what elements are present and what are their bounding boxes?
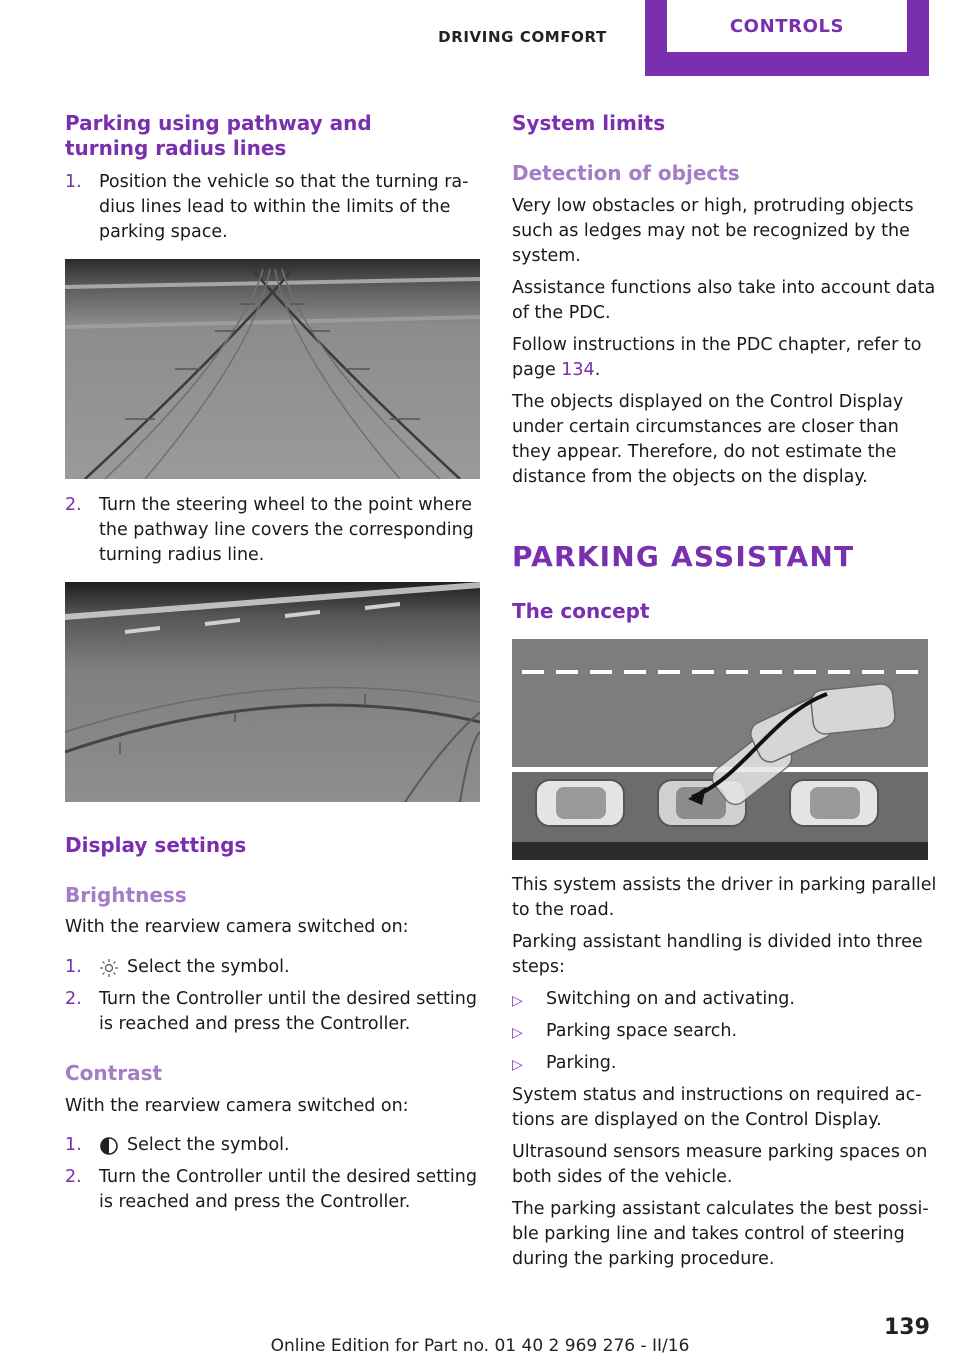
parked-car-left [536, 780, 624, 826]
footer-edition: Online Edition for Part no. 01 40 2 969 276 - II/16 [270, 1336, 690, 1356]
heading-parking-assistant: PARKING ASSISTANT [512, 540, 855, 573]
heading-display-settings: Display settings [65, 833, 247, 857]
heading-detection: Detection of objects [512, 161, 740, 185]
parking-assistant-drawing [512, 639, 928, 860]
brightness-intro: With the rearview camera switched on: [65, 917, 409, 937]
heading-pathway: Parking using pathway and turning radius lines [65, 111, 372, 160]
paragraph: The objects displayed on the Control Display under certain circumstances are closer than they appear. Therefore, do not estimate the distance from the objects on the display. [512, 392, 904, 487]
pathway-line-drawing [65, 582, 480, 802]
turning-radius-image [65, 259, 480, 479]
step-number: 2. [65, 495, 82, 515]
list-item-text: Parking. [546, 1053, 617, 1073]
paragraph: Ultrasound sensors measure parking spaces on both sides of the vehicle. [512, 1142, 928, 1187]
step-number: 1. [65, 957, 82, 977]
step-text: Select the symbol. [127, 957, 290, 977]
pathway-line-image [65, 582, 480, 802]
triangle-bullet-icon: ▷ [512, 1025, 523, 1041]
parking-assistant-image [512, 639, 928, 860]
step-text: Turn the Controller until the desired setting is reached and press the Controller. [99, 1167, 477, 1212]
page-link[interactable]: 134 [561, 360, 595, 380]
sun-icon [99, 958, 119, 986]
right-column [512, 0, 937, 1300]
paragraph: System status and instructions on required ac‐ tions are displayed on the Control Display. [512, 1085, 922, 1130]
heading-contrast: Contrast [65, 1061, 163, 1085]
chapter-tab-label: CONTROLS [667, 0, 907, 52]
paragraph: Parking assistant handling is divided into three steps: [512, 932, 923, 977]
list-item-text: Switching on and activating. [546, 989, 795, 1009]
paragraph: The parking assistant calculates the best possi‐ ble parking line and takes control of steering during the parking procedure. [512, 1199, 929, 1269]
step-text: Turn the Controller until the desired setting is reached and press the Controller. [99, 989, 477, 1034]
triangle-bullet-icon: ▷ [512, 1057, 523, 1073]
step-text: Position the vehicle so that the turning ra‐ dius lines lead to within the limits of the parking space. [99, 172, 469, 242]
step-text: Select the symbol. [127, 1135, 290, 1155]
step-text: Turn the steering wheel to the point where the pathway line covers the corresponding turning radius line. [99, 495, 474, 565]
heading-system-limits: System limits [512, 111, 666, 135]
left-column [65, 0, 480, 1300]
step-number: 1. [65, 1135, 82, 1155]
heading-brightness: Brightness [65, 883, 187, 907]
page-number: 139 [884, 1315, 930, 1340]
contrast-icon [99, 1136, 119, 1164]
list-item-text: Parking space search. [546, 1021, 738, 1041]
turning-radius-drawing [65, 259, 480, 479]
paragraph: This system assists the driver in parking parallel to the road. [512, 875, 937, 920]
paragraph: Assistance functions also take into account data of the PDC. [512, 278, 936, 323]
contrast-intro: With the rearview camera switched on: [65, 1096, 409, 1116]
triangle-bullet-icon: ▷ [512, 993, 523, 1009]
step-number: 2. [65, 989, 82, 1009]
paragraph: Follow instructions in the PDC chapter, refer to page 134. [512, 335, 922, 380]
paragraph: Very low obstacles or high, protruding objects such as ledges may not be recognized by the system. [512, 196, 914, 266]
step-number: 2. [65, 1167, 82, 1187]
section-title: DRIVING COMFORT [438, 28, 607, 46]
parked-car-right [790, 780, 878, 826]
heading-concept: The concept [512, 599, 650, 623]
step-number: 1. [65, 172, 82, 192]
